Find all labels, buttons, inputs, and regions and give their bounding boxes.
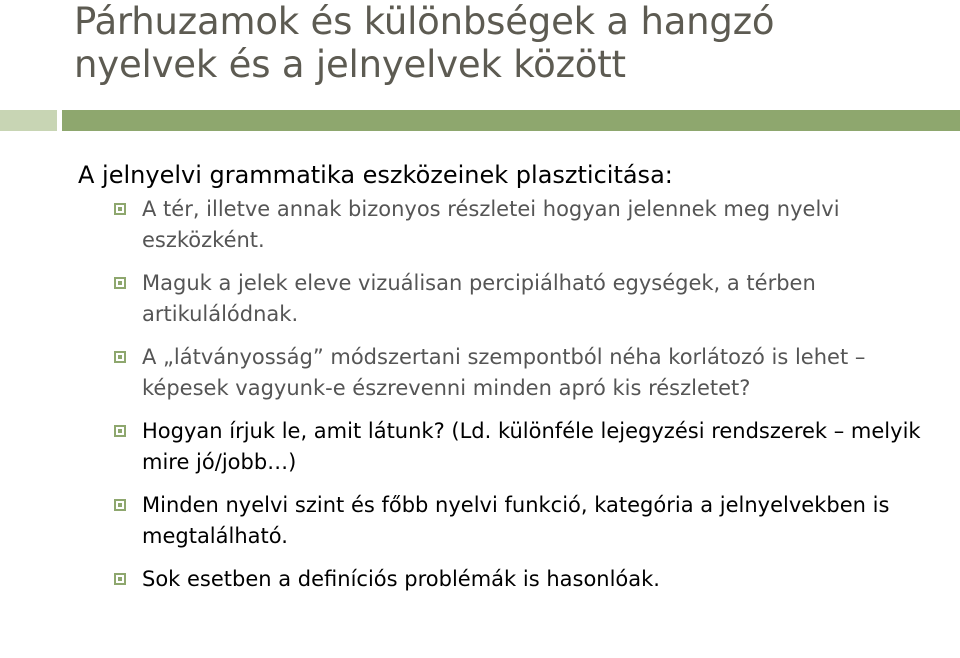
bullet-text: Maguk a jelek eleve vizuálisan percipiálható egységek, a térben artikulálódnak. [142, 271, 816, 326]
square-bullet-icon [114, 277, 126, 289]
bullet-item [78, 342, 948, 404]
bullet-text: A „látványosság” módszertani szempontból néha korlátozó is lehet – képesek vagyunk-e észrevenni minden apró kis részletet? [142, 345, 866, 400]
bullet-item [78, 490, 948, 552]
bullet-item [78, 268, 948, 330]
bullet-item [78, 194, 948, 256]
title-underline-bar [62, 110, 960, 131]
title-line-2: nyelvek és a jelnyelvek között [74, 43, 626, 86]
bullet-text: A tér, illetve annak bizonyos részletei hogyan jelennek meg nyelvi eszközként. [142, 197, 840, 252]
bullet-list [78, 194, 948, 595]
bullet-item [78, 564, 948, 595]
title-line-1: Párhuzamok és különbségek a hangzó [74, 0, 775, 43]
square-bullet-icon [114, 203, 126, 215]
slide-title [74, 0, 944, 86]
bullet-item [78, 416, 948, 478]
square-bullet-icon [114, 425, 126, 437]
lead-text: A jelnyelvi grammatika eszközeinek plaszticitása: [78, 161, 673, 189]
bullet-text: Minden nyelvi szint és főbb nyelvi funkció, kategória a jelnyelvekben is megtalálható. [142, 493, 890, 548]
bullet-text: Hogyan írjuk le, amit látunk? (Ld. különféle lejegyzési rendszerek – melyik mire jó/jobb…) [142, 419, 921, 474]
square-bullet-icon [114, 499, 126, 511]
square-bullet-icon [114, 351, 126, 363]
title-underline-bar-light [0, 110, 57, 131]
square-bullet-icon [114, 573, 126, 585]
slide-content [78, 160, 948, 607]
bullet-text: Sok esetben a definíciós problémák is hasonlóak. [142, 567, 660, 591]
